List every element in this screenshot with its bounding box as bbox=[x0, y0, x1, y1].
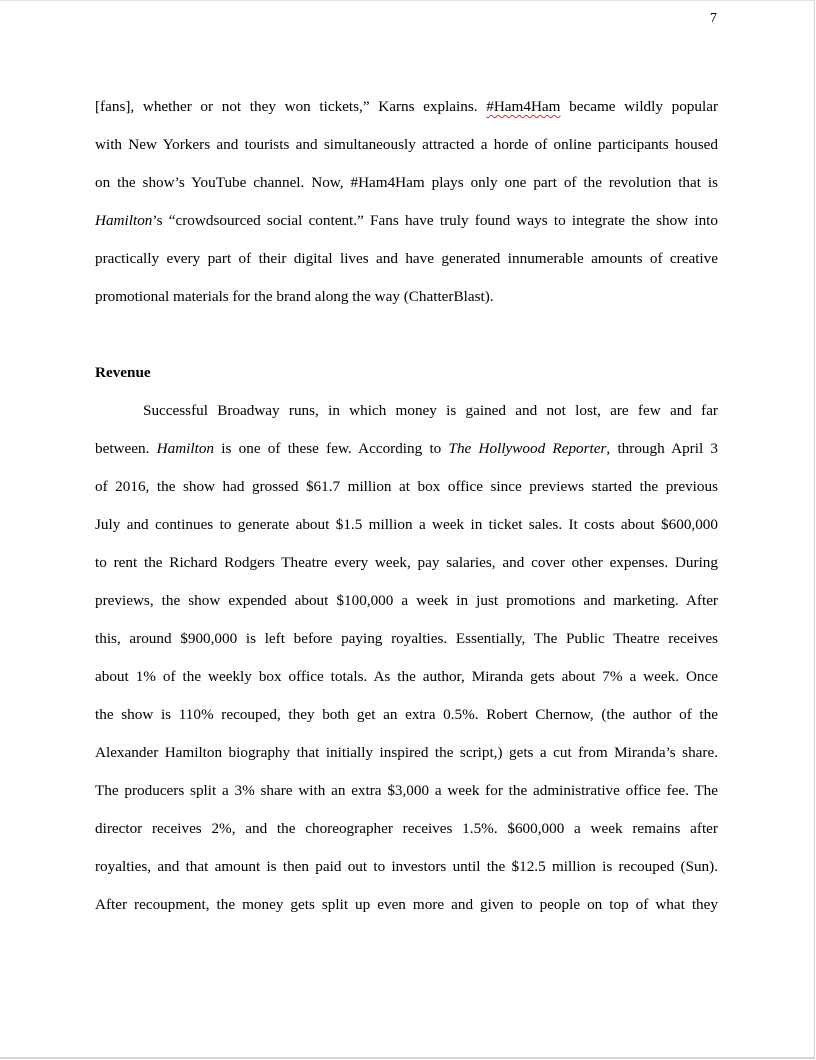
body-line: this, around $900,000 is left before paying royalties. Essentially, The Public Theatre receives bbox=[95, 630, 718, 647]
body-line: to rent the Richard Rodgers Theatre every week, pay salaries, and cover other expenses. During bbox=[95, 554, 718, 571]
body-line: Alexander Hamilton biography that initially inspired the script,) gets a cut from Miranda’s share. bbox=[95, 744, 718, 761]
body-line: The producers split a 3% share with an extra $3,000 a week for the administrative office fee. The bbox=[95, 782, 718, 799]
body-line: practically every part of their digital lives and have generated innumerable amounts of creative bbox=[95, 250, 718, 267]
body-line: royalties, and that amount is then paid out to investors until the $12.5 million is recouped (Sun). bbox=[95, 858, 718, 875]
body-line: about 1% of the weekly box office totals. As the author, Miranda gets about 7% a week. Once bbox=[95, 668, 718, 685]
body-line: July and continues to generate about $1.5 million a week in ticket sales. It costs about $600,000 bbox=[95, 516, 718, 533]
body-line: previews, the show expended about $100,000 a week in just promotions and marketing. After bbox=[95, 592, 718, 609]
body-line: director receives 2%, and the choreographer receives 1.5%. $600,000 a week remains after bbox=[95, 820, 718, 837]
body-line: Successful Broadway runs, in which money is gained and not lost, are few and far bbox=[143, 402, 718, 419]
body-line: Hamilton’s “crowdsourced social content.” Fans have truly found ways to integrate the show into bbox=[95, 212, 718, 229]
body-line: After recoupment, the money gets split up even more and given to people on top of what they bbox=[95, 896, 718, 913]
body-line: of 2016, the show had grossed $61.7 million at box office since previews started the previous bbox=[95, 478, 718, 495]
section-heading: Revenue bbox=[95, 364, 151, 381]
spellcheck-flagged-word[interactable]: #Ham4Ham bbox=[486, 98, 561, 115]
body-line: [fans], whether or not they won tickets,” Karns explains. #Ham4Ham became wildly popular bbox=[95, 98, 719, 115]
body-line: the show is 110% recouped, they both get an extra 0.5%. Robert Chernow, (the author of the bbox=[95, 706, 718, 723]
body-line: between. Hamilton is one of these few. According to The Hollywood Reporter, through April 3 bbox=[95, 440, 718, 457]
body-line: with New Yorkers and tourists and simultaneously attracted a horde of online participants housed bbox=[95, 136, 718, 153]
body-line: on the show’s YouTube channel. Now, #Ham4Ham plays only one part of the revolution that is bbox=[95, 174, 718, 191]
body-line: promotional materials for the brand along the way (ChatterBlast). bbox=[95, 288, 494, 305]
page-number: 7 bbox=[710, 11, 717, 26]
